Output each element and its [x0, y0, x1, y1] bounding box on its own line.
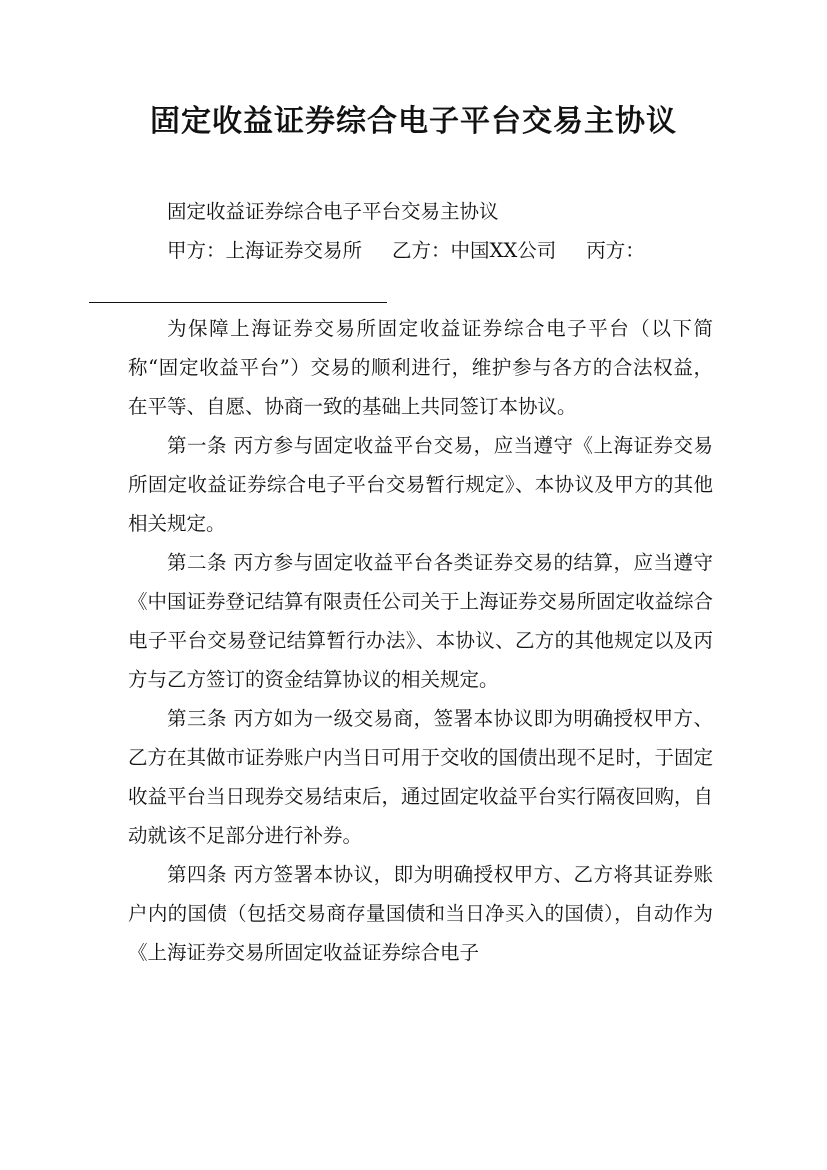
document-body	[128, 192, 713, 972]
party-c: 丙方：	[586, 239, 645, 262]
document-title: 固定收益证券综合电子平台交易主协议	[150, 104, 677, 139]
party-c-signature-blank	[89, 270, 387, 309]
parties-line	[128, 231, 713, 270]
party-b: 乙方：中国XX公司	[392, 239, 557, 262]
party-a: 甲方：上海证券交易所	[167, 239, 363, 262]
article-2-paragraph: 第二条 丙方参与固定收益平台各类证券交易的结算，应当遵守《中国证券登记结算有限责任公司关于上海证券交易所固定收益综合电子平台交易登记结算暂行办法》、本协议、乙方的其他规定以及丙方与乙方签订的资金结算协议的相关规定。	[128, 551, 714, 691]
article-3-paragraph: 第三条 丙方如为一级交易商，签署本协议即为明确授权甲方、乙方在其做市证券账户内当日可用于交收的国债出现不足时，于固定收益平台当日现券交易结束后，通过固定收益平台实行隔夜回购，自动就该不足部分进行补券。	[128, 707, 714, 847]
document-subtitle: 固定收益证券综合电子平台交易主协议	[167, 200, 499, 223]
article-4-paragraph: 第四条 丙方签署本协议，即为明确授权甲方、乙方将其证券账户内的国债（包括交易商存量国债和当日净买入的国债），自动作为《上海证券交易所固定收益证券综合电子	[128, 863, 713, 964]
preamble-paragraph: 为保障上海证券交易所固定收益证券综合电子平台（以下简称“固定收益平台”）交易的顺利进行，维护参与各方的合法权益，在平等、自愿、协商一致的基础上共同签订本协议。	[128, 317, 713, 418]
article-1-paragraph: 第一条 丙方参与固定收益平台交易，应当遵守《上海证券交易所固定收益证券综合电子平台交易暂行规定》、本协议及甲方的其他相关规定。	[128, 434, 713, 535]
